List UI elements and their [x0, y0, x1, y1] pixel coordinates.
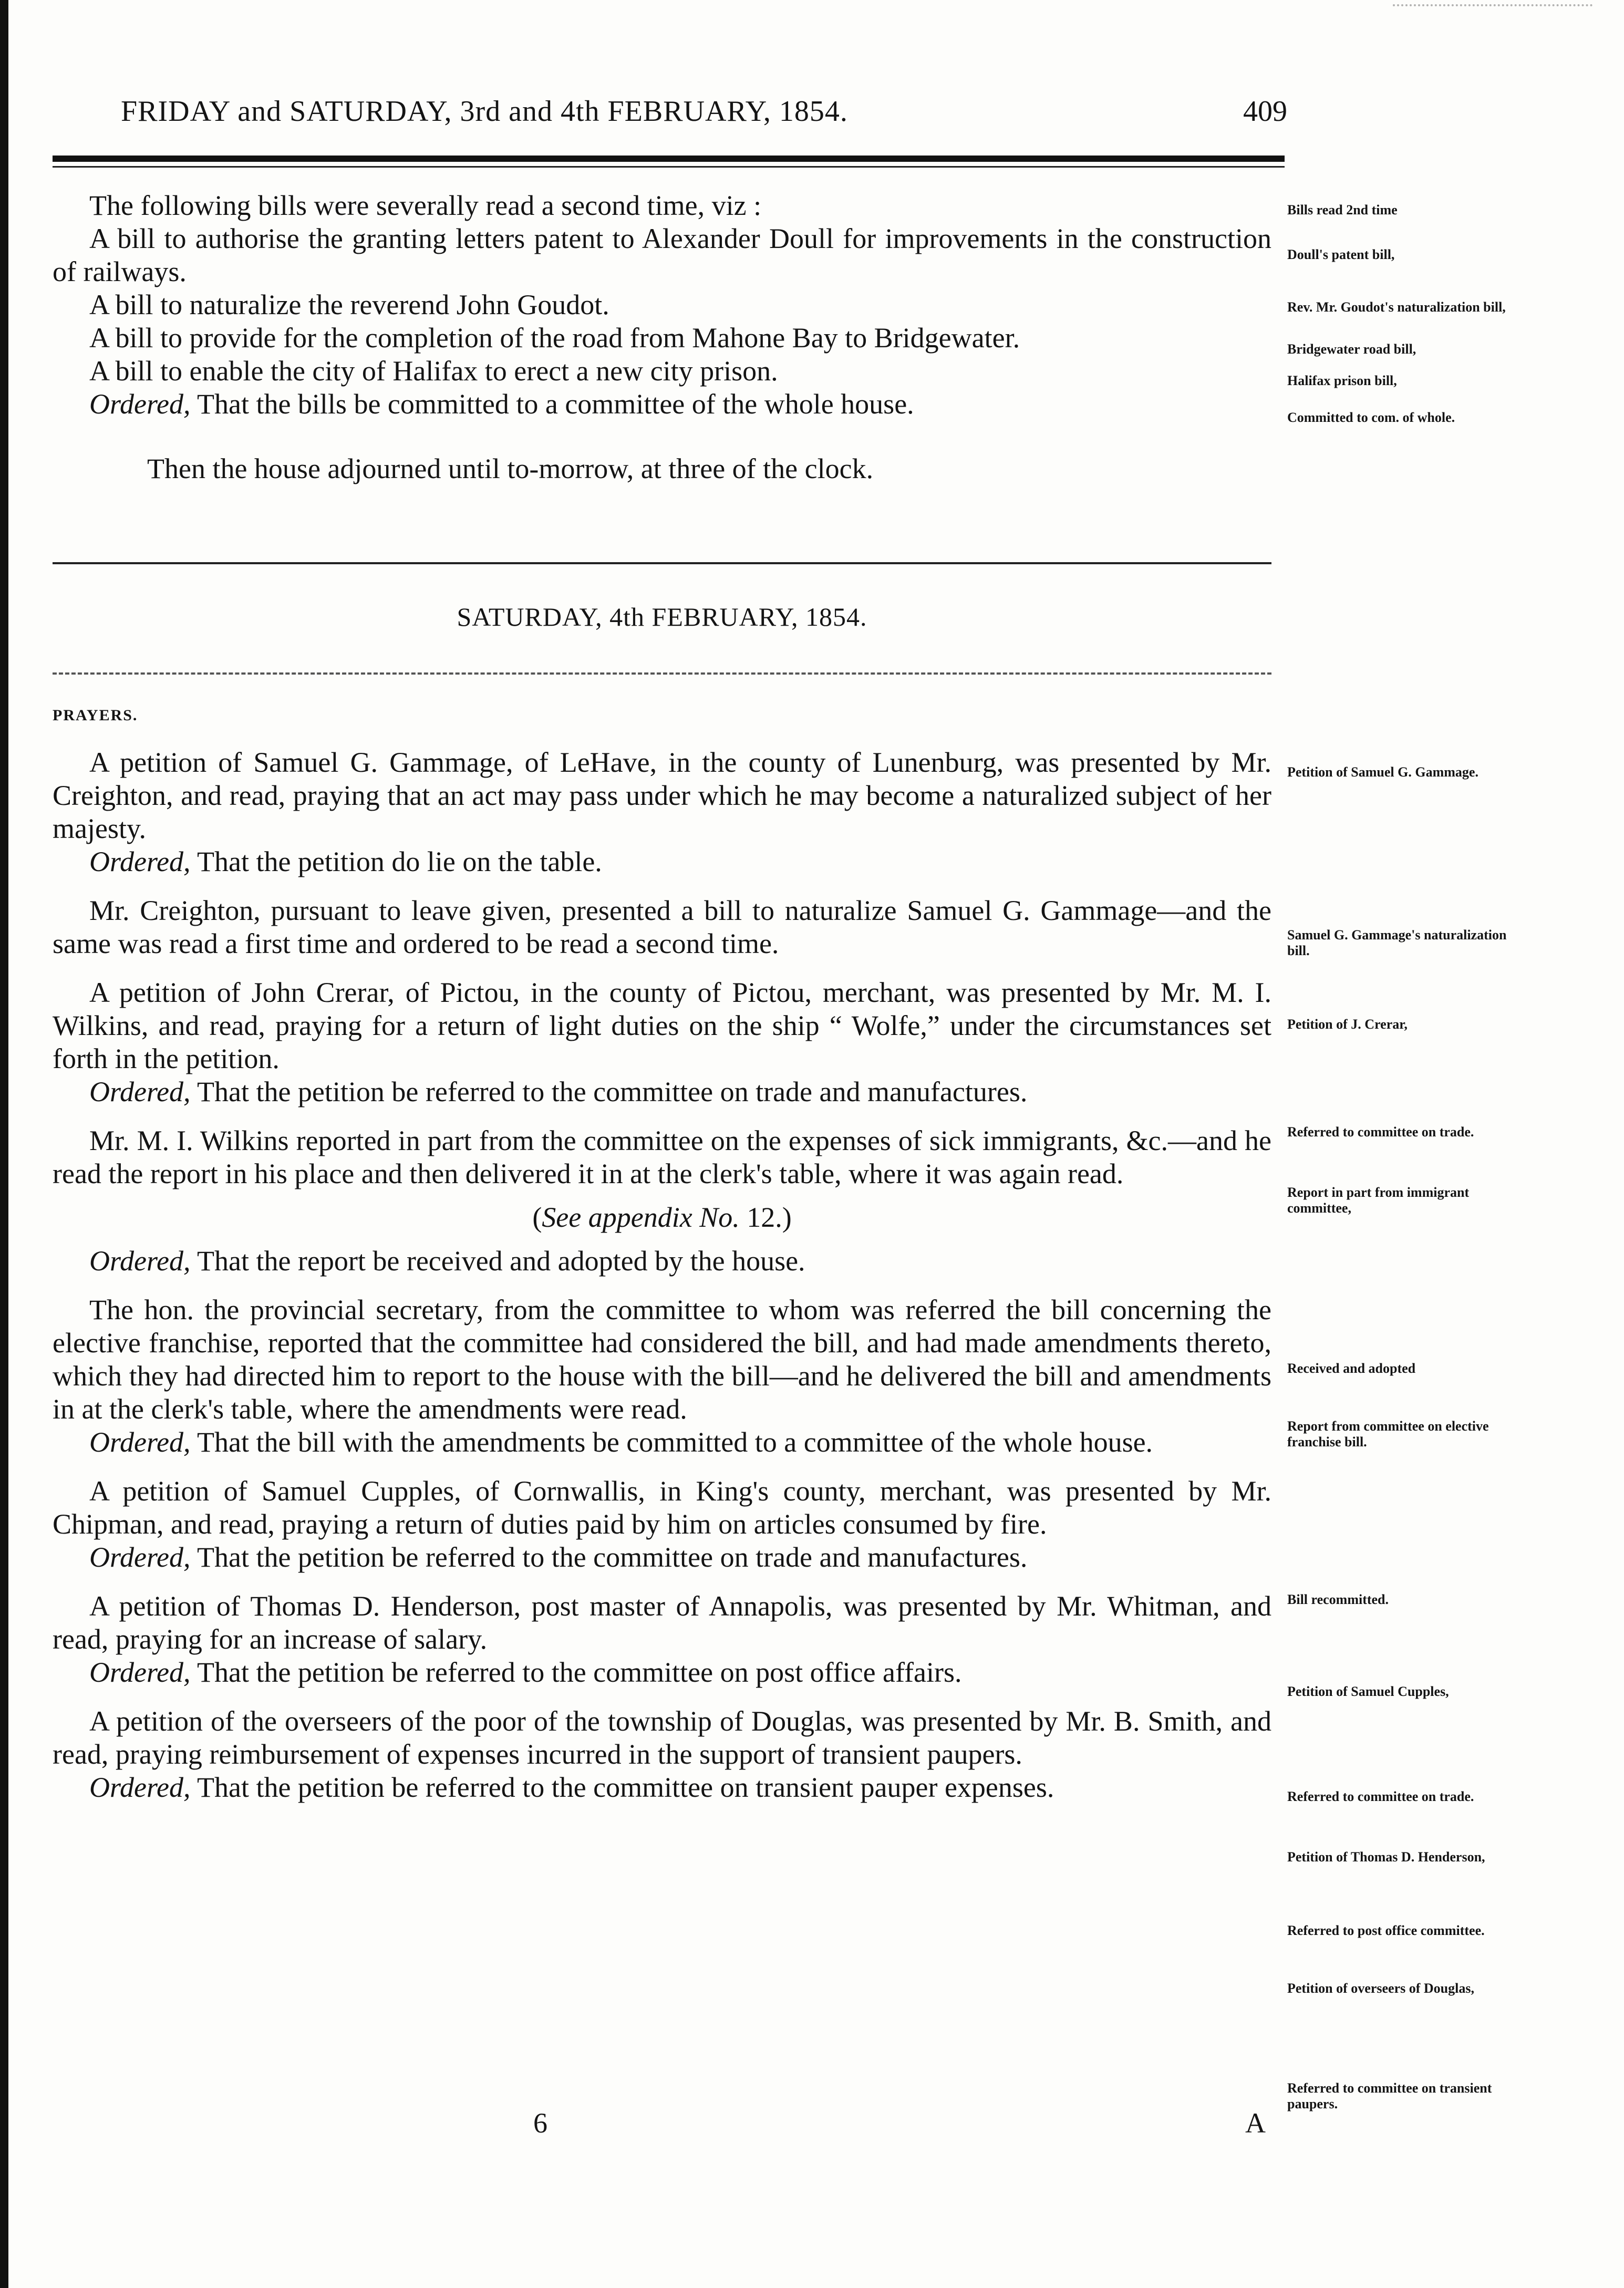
ordered-label: Ordered, [89, 1657, 191, 1688]
henderson-ordered [53, 1656, 1271, 1689]
franchise-report: The hon. the provincial secretary, from the committee to whom was referred the bill concerning the elective franchise, reported that the committee had considered the bill, and had made amendments thereto, which they had directed him to report to the house with the bill—and he delivered the bill and amendments in at the clerk's table, where the amendments were read. [53, 1294, 1271, 1425]
bills-intro: The following bills were severally read a second time, viz : [89, 190, 762, 221]
saturday-body [53, 746, 1271, 1804]
print-smudge [1393, 4, 1592, 17]
margin-note: Samuel G. Gammage's naturalization bill. [1287, 927, 1507, 958]
ordered-text: That the petition be referred to the committee on trade and manufactures. [197, 1076, 1028, 1107]
ordered-text: That the petition be referred to the committee on post office affairs. [197, 1657, 962, 1688]
bill-doull: A bill to authorise the granting letters patent to Alexander Doull for improvements in the construction of railways. [53, 223, 1271, 287]
section-divider-dashed [53, 672, 1271, 675]
adjourn-text: Then the house adjourned until to-morrow, at three of the clock. [147, 453, 874, 484]
ordered-label: Ordered, [89, 1772, 191, 1803]
ordered-text: That the bill with the amendments be committed to a committee of the whole house. [197, 1426, 1153, 1458]
margin-note: Referred to committee on transient paupers. [1287, 2080, 1492, 2111]
bill-halifax: A bill to enable the city of Halifax to erect a new city prison. [89, 355, 778, 387]
ordered-label: Ordered, [89, 1426, 191, 1458]
douglas-ordered [53, 1771, 1271, 1804]
ordered-label: Ordered, [89, 846, 191, 877]
franchise-ordered [53, 1426, 1271, 1459]
margin-note: Bridgewater road bill, [1287, 341, 1416, 357]
margin-note: Referred to committee on trade. [1287, 1124, 1474, 1140]
ordered-text: That the bills be committed to a committee of the whole house. [197, 388, 914, 420]
binding-edge [0, 0, 8, 2288]
margin-note: Petition of Thomas D. Henderson, [1287, 1849, 1485, 1865]
cupples-petition: A petition of Samuel Cupples, of Cornwallis, in King's county, merchant, was presented by Mr. Chipman, and read, praying a return of duties paid by him on articles consumed by fire. [53, 1475, 1271, 1540]
header-rule-thick [53, 156, 1285, 162]
gammage-bill: Mr. Creighton, pursuant to leave given, presented a bill to naturalize Samuel G. Gammage—and the same was read a first time and ordered to be read a second time. [53, 895, 1271, 959]
margin-note: Bills read 2nd time [1287, 202, 1398, 218]
ordered-label: Ordered, [89, 1076, 191, 1107]
ordered-label: Ordered, [89, 1245, 191, 1277]
margin-note: Report in part from immigrant committee, [1287, 1185, 1470, 1216]
margin-note: Petition of Samuel Cupples, [1287, 1684, 1449, 1699]
ordered-text: That the petition be referred to the committee on transient pauper expenses. [197, 1772, 1054, 1803]
saturday-heading: SATURDAY, 4th FEBRUARY, 1854. [457, 602, 867, 631]
margin-note: Referred to post office committee. [1287, 1923, 1485, 1938]
signature-number: 6 [533, 2107, 547, 2139]
bill-bridgewater: A bill to provide for the completion of the road from Mahone Bay to Bridgewater. [89, 322, 1020, 354]
gammage-ordered [53, 845, 1271, 878]
gammage-petition: A petition of Samuel G. Gammage, of LeHave, in the county of Lunenburg, was presented by Mr. Creighton, and read, praying that an act may pass under which he may become a naturalized subject of her majesty. [53, 747, 1271, 844]
margin-note: Doull's patent bill, [1287, 247, 1395, 262]
signature-letter: A [1245, 2107, 1266, 2139]
crerar-petition: A petition of John Crerar, of Pictou, in the county of Pictou, merchant, was presented by Mr. M. I. Wilkins, and read, praying for a return of light duties on the ship “ Wolfe,” under the circumstances set forth in the petition. [53, 977, 1271, 1074]
wilkins-report: Mr. M. I. Wilkins reported in part from the committee on the expenses of sick immigrants, &c.—and he read the report in his place and then delivered it in at the clerk's table, where it was again read. [53, 1125, 1271, 1189]
margin-note: Referred to committee on trade. [1287, 1789, 1474, 1804]
friday-body [53, 189, 1271, 485]
prayers-label: PRAYERS. [53, 707, 138, 724]
header-rule-thin [53, 166, 1285, 168]
appendix-number: 12. [747, 1202, 782, 1233]
header-title: FRIDAY and SATURDAY, 3rd and 4th FEBRUARY, 1854. [121, 95, 848, 128]
margin-note: Committed to com. of whole. [1287, 410, 1455, 425]
margin-note: Rev. Mr. Goudot's naturalization bill, [1287, 299, 1506, 315]
ordered-text: That the petition do lie on the table. [197, 846, 602, 877]
crerar-ordered [53, 1075, 1271, 1109]
page-number: 409 [1243, 95, 1287, 128]
running-header [121, 95, 1287, 142]
margin-note: Bill recommitted. [1287, 1592, 1389, 1607]
bills-ordered [53, 388, 1271, 421]
ordered-label: Ordered, [89, 1541, 191, 1573]
margin-note: Petition of J. Crerar, [1287, 1017, 1408, 1032]
margin-note: Petition of Samuel G. Gammage. [1287, 764, 1478, 780]
wilkins-ordered [53, 1245, 1271, 1278]
margin-note: Report from committee on elective franchise bill. [1287, 1419, 1489, 1450]
appendix-see: See appendix No. [542, 1202, 740, 1233]
margin-note: Halifax prison bill, [1287, 373, 1397, 388]
henderson-petition: A petition of Thomas D. Henderson, post master of Annapolis, was presented by Mr. Whitman, and read, praying for an increase of salary. [53, 1590, 1271, 1655]
cupples-ordered [53, 1541, 1271, 1574]
douglas-petition: A petition of the overseers of the poor of the township of Douglas, was presented by Mr. B. Smith, and read, praying reimbursement of expenses incurred in the support of transient paupers. [53, 1705, 1271, 1770]
ordered-text: That the petition be referred to the committee on trade and manufactures. [197, 1541, 1028, 1573]
margin-note: Petition of overseers of Douglas, [1287, 1981, 1474, 1996]
ordered-label: Ordered, [89, 388, 191, 420]
appendix-reference: (See appendix No. 12.) [532, 1202, 792, 1233]
margin-note: Received and adopted [1287, 1361, 1416, 1376]
ordered-text: That the report be received and adopted by the house. [197, 1245, 805, 1277]
bill-goudot: A bill to naturalize the reverend John Goudot. [89, 289, 609, 320]
section-divider [53, 562, 1271, 564]
